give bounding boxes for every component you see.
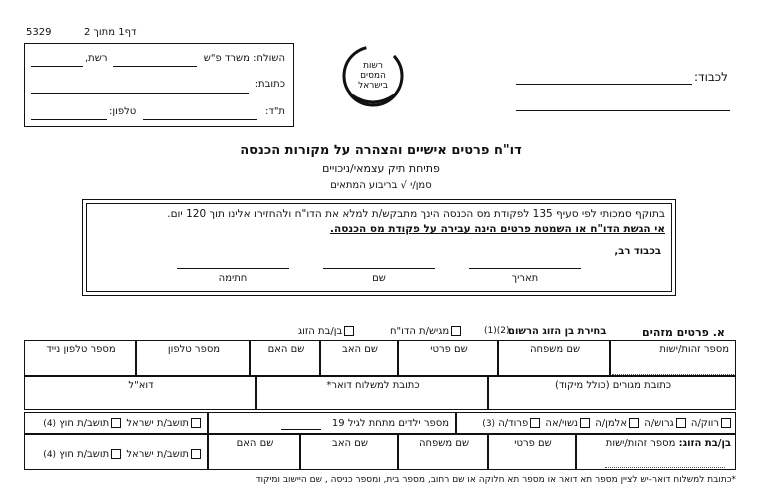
- spouse-label: בן/בת הזוג:: [678, 438, 731, 449]
- submitter-checkbox[interactable]: [451, 326, 461, 336]
- sender-pobox-label: ת"ד:: [265, 106, 285, 117]
- sender-office-line[interactable]: [113, 66, 197, 67]
- first-name-field[interactable]: [398, 340, 498, 376]
- id-number-header: מספר זהות/ישות: [659, 344, 729, 355]
- children-count-field[interactable]: [208, 412, 456, 434]
- spouse-father-name-header: שם האב: [332, 438, 368, 449]
- option-submitter-label: מגיש/ת הדו"ח: [390, 326, 450, 337]
- sender-box: [24, 43, 294, 127]
- id-digit-guides: [612, 366, 734, 375]
- residence-address-header: כתובת מגורים (כולל מיקוד): [554, 380, 672, 391]
- recipient-to-label: לכבוד:: [694, 70, 728, 84]
- sender-address-line[interactable]: [31, 93, 249, 94]
- spouse-id-field[interactable]: [576, 434, 736, 470]
- phone-header: מספר טלפון: [167, 344, 221, 355]
- israel-resident-label: תושב/ת ישראל: [126, 418, 189, 429]
- spouse-first-name-header: שם פרטי: [514, 438, 552, 449]
- sender-phone-label: טלפון:: [109, 106, 137, 117]
- name-line[interactable]: [323, 268, 435, 269]
- section-a-title: א. פרטים מזהים: [642, 326, 725, 339]
- spouse-first-name-field[interactable]: [488, 434, 576, 470]
- spouse-residency-group: [24, 434, 208, 470]
- spouse-foreign-resident-label: תושב/ת חוץ: [59, 449, 110, 460]
- married-label: נשוי/אה: [545, 418, 579, 429]
- father-name-field[interactable]: [320, 340, 398, 376]
- mail-address-footnote: *כתובת למשלוח דואר-יש לציין מספר תא דואר או מספר תא חלוקה או שם רחוב, מספר בית, ומספר כניסה , שם היישוב ומיקוד: [255, 475, 736, 485]
- mail-address-header: כתובת למשלוח דואר*: [326, 380, 420, 391]
- form-title: דו"ח פרטים אישיים והצהרה על מקורות הכנסה: [240, 143, 522, 158]
- spouse-foreign-note: (4): [43, 450, 57, 460]
- foreign-resident-label: תושב/ת חוץ: [59, 418, 110, 429]
- last-name-header: שם משפחה: [529, 344, 581, 355]
- residence-address-field[interactable]: [488, 376, 736, 410]
- date-line[interactable]: [469, 268, 581, 269]
- spouse-foreign-resident-checkbox[interactable]: [111, 449, 121, 459]
- mail-address-field[interactable]: [256, 376, 488, 410]
- marital-options: [482, 418, 733, 429]
- mother-name-header: שם האם: [267, 344, 305, 355]
- father-name-header: שם האב: [342, 344, 378, 355]
- email-field[interactable]: [24, 376, 256, 410]
- signature-line[interactable]: [177, 268, 289, 269]
- mother-name-field[interactable]: [250, 340, 320, 376]
- email-header: דוא"ל: [128, 380, 154, 391]
- spouse-israel-resident-label: תושב/ת ישראל: [126, 449, 189, 460]
- spouse-mother-name-field[interactable]: [208, 434, 300, 470]
- recipient-line-2[interactable]: [516, 110, 730, 111]
- signature-label: חתימה: [218, 273, 248, 284]
- logo-line3: בישראל: [358, 81, 388, 91]
- sender-from-label: השולח: משרד פ"ש: [203, 53, 285, 64]
- notice-line-1: בתוקף סמכותי לפי סעיף 135 לפקודת מס הכנסה הינך מתבקש/ת למלא את הדו"ח ולהחזירו אלינו תוך 120 יום.: [167, 208, 665, 220]
- divorced-checkbox[interactable]: [676, 418, 686, 428]
- spouse-id-header: [606, 438, 731, 449]
- date-label: תאריך: [511, 273, 539, 284]
- spouse-father-name-field[interactable]: [300, 434, 398, 470]
- last-name-field[interactable]: [498, 340, 610, 376]
- spouse-last-name-header: שם משפחה: [418, 438, 470, 449]
- married-checkbox[interactable]: [580, 418, 590, 428]
- spouse-id-number-header: מספר זהות/ישות: [605, 438, 676, 449]
- children-count-label: מספר ילדים מתחת לגיל 19: [331, 418, 449, 429]
- sender-network-line[interactable]: [31, 66, 83, 67]
- widowed-checkbox[interactable]: [629, 418, 639, 428]
- form-subtitle: פתיחת תיק עצמאי/ניכויים: [322, 162, 440, 175]
- foreign-resident-checkbox[interactable]: [111, 418, 121, 428]
- children-count-line[interactable]: [281, 429, 321, 430]
- mobile-header: מספר טלפון נייד: [46, 344, 116, 355]
- sender-pobox-line[interactable]: [143, 119, 257, 120]
- page-label: דף1 מתוך 2: [84, 27, 137, 38]
- separated-label: פרוד/ה: [498, 418, 529, 429]
- notice-regards: בכבוד רב,: [614, 246, 661, 257]
- spouse-id-digit-guides: [605, 461, 725, 468]
- phone-field[interactable]: [136, 340, 250, 376]
- form-number: 5329: [26, 27, 52, 38]
- sender-address-label: כתובת:: [254, 79, 285, 90]
- sender-phone-line[interactable]: [31, 119, 107, 120]
- spouse-mother-name-header: שם האם: [236, 438, 274, 449]
- residency-options: [43, 418, 203, 429]
- divorced-label: גרוש/ה: [644, 418, 674, 429]
- notice-line-2: אי הגשת הדו"ח או השמטת פרטים הינה עבירה על פקודת מס הכנסה.: [330, 223, 665, 235]
- israel-resident-checkbox[interactable]: [191, 418, 201, 428]
- spouse-residency-options: [43, 449, 203, 460]
- recipient-line-1[interactable]: [516, 84, 692, 85]
- registered-spouse-label: בחירת בן הזוג הרשום: [508, 326, 607, 337]
- single-label: רווק/ה: [690, 418, 719, 429]
- marital-note: (3): [482, 419, 496, 429]
- spouse-last-name-field[interactable]: [398, 434, 488, 470]
- sender-network-label: רשת,: [85, 53, 108, 64]
- spouse-israel-resident-checkbox[interactable]: [191, 449, 201, 459]
- notice-box: [86, 203, 672, 292]
- logo-line1: רשות: [363, 61, 383, 71]
- name-label: שם: [372, 273, 386, 284]
- marital-status-group: [456, 412, 736, 434]
- foreign-note: (4): [43, 419, 57, 429]
- mark-instructions: סמן/י √ בריבוע המתאים: [330, 180, 432, 191]
- tax-authority-logo: [340, 43, 406, 109]
- residency-group: [24, 412, 208, 434]
- widowed-label: אלמן/ה: [595, 418, 628, 429]
- separated-checkbox[interactable]: [530, 418, 540, 428]
- spouse-checkbox[interactable]: [344, 326, 354, 336]
- mobile-field[interactable]: [24, 340, 136, 376]
- option-spouse[interactable]: [298, 326, 356, 337]
- first-name-header: שם פרטי: [430, 344, 468, 355]
- logo-line2: המסים: [360, 71, 386, 81]
- option-submitter[interactable]: [390, 326, 463, 337]
- option-spouse-label: בן/בת הזוג: [298, 326, 343, 337]
- single-checkbox[interactable]: [721, 418, 731, 428]
- registered-spouse-note: (1)(2): [484, 326, 510, 336]
